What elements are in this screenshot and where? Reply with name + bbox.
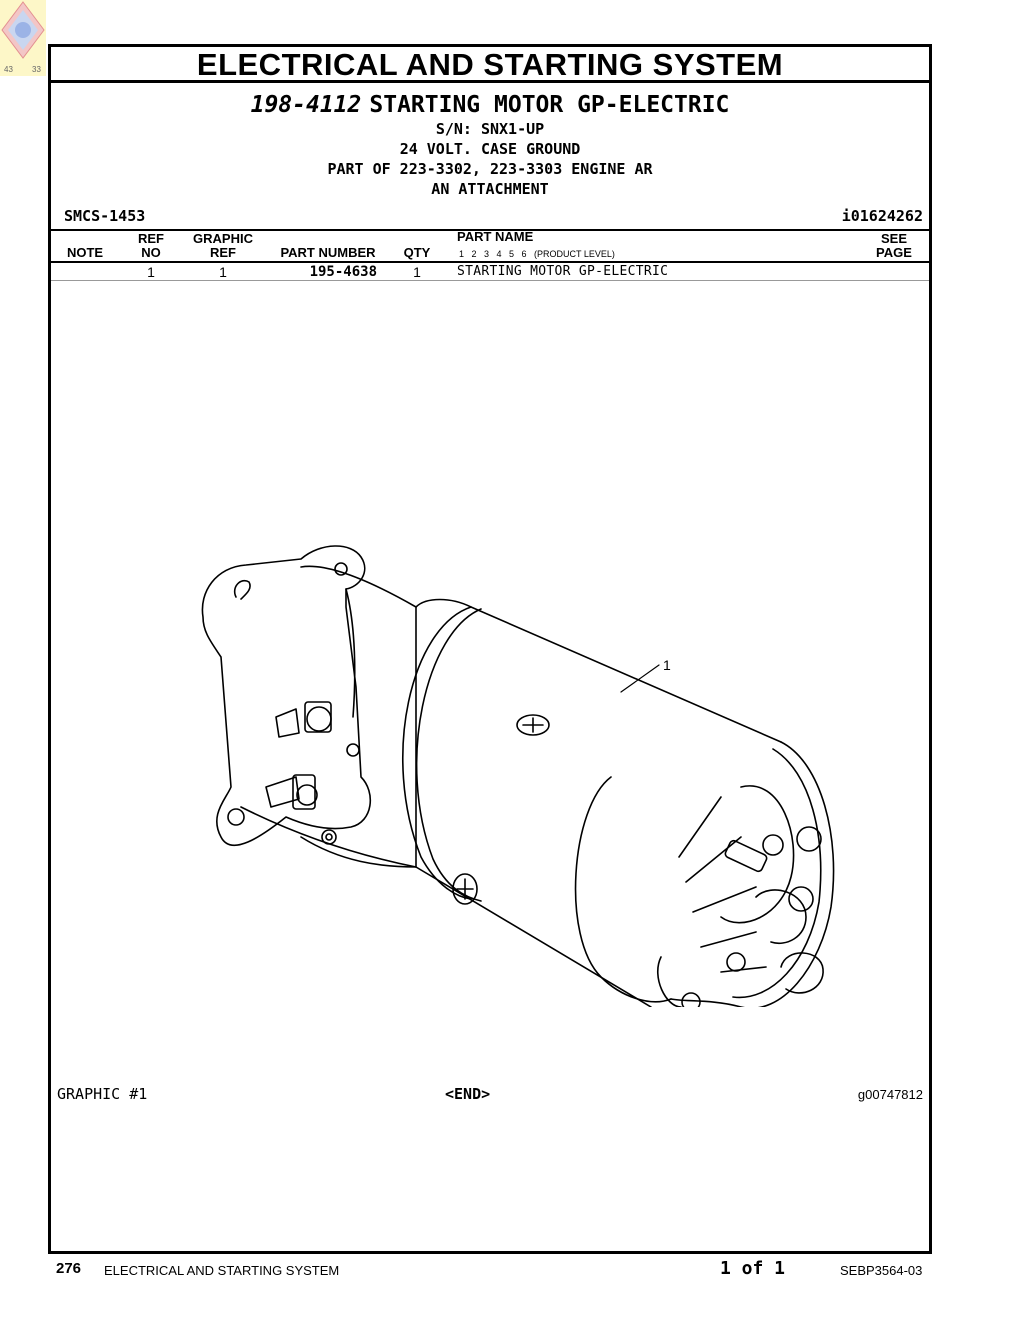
cell-part-number: 195-4638 xyxy=(309,264,377,280)
cell-qty: 1 xyxy=(413,264,421,280)
voltage-line: 24 VOLT. CASE GROUND xyxy=(399,140,581,158)
group-number: 198-4112 xyxy=(250,92,362,118)
cell-part-name: STARTING MOTOR GP-ELECTRIC xyxy=(457,264,669,279)
page-frame xyxy=(48,44,932,1254)
smcs-code: SMCS-1453 xyxy=(64,207,146,225)
col-graphic-bottom: REF xyxy=(210,245,236,260)
logo-number-right: 33 xyxy=(32,65,41,74)
logo-number-left: 43 xyxy=(4,65,13,74)
table-header-bottom-rule xyxy=(51,261,929,263)
callout-number: 1 xyxy=(663,657,671,673)
col-see-top: SEE xyxy=(880,231,907,246)
attachment-line: AN ATTACHMENT xyxy=(431,180,549,198)
col-ref-top: REF xyxy=(138,231,164,246)
footer-title: ELECTRICAL AND STARTING SYSTEM xyxy=(104,1263,340,1278)
group-name: STARTING MOTOR GP-ELECTRIC xyxy=(369,92,730,118)
cell-graphic-ref: 1 xyxy=(219,264,227,280)
group-header xyxy=(51,91,929,199)
cat-logo-icon xyxy=(0,0,46,76)
col-part-name: PART NAME xyxy=(457,229,534,244)
part-of-line: PART OF 223-3302, 223-3303 ENGINE AR xyxy=(327,160,653,178)
end-marker: <END> xyxy=(445,1085,491,1103)
group-title xyxy=(51,91,929,119)
col-ref-bottom: NO xyxy=(141,245,161,260)
graphic-number: g00747812 xyxy=(857,1087,923,1102)
col-note: NOTE xyxy=(66,245,104,260)
graphic-label: GRAPHIC #1 xyxy=(57,1085,148,1103)
col-graphic-top: GRAPHIC xyxy=(193,231,253,246)
col-see-bottom: PAGE xyxy=(876,245,912,260)
document-number: SEBP3564-03 xyxy=(840,1263,923,1278)
col-product-levels: 1 2 3 4 5 6 (PRODUCT LEVEL) xyxy=(459,249,615,259)
page-number: 276 xyxy=(56,1260,82,1277)
col-part-number: PART NUMBER xyxy=(280,245,376,260)
serial-line: S/N: SNX1-UP xyxy=(435,120,545,138)
table-row-rule xyxy=(51,280,929,281)
cell-ref-no: 1 xyxy=(147,264,155,280)
starting-motor-drawing xyxy=(181,537,841,1007)
page-of-pages: 1 of 1 xyxy=(720,1258,786,1279)
page-title: ELECTRICAL AND STARTING SYSTEM xyxy=(51,47,929,83)
illustration-id: i01624262 xyxy=(841,207,923,225)
col-qty: QTY xyxy=(403,245,431,260)
